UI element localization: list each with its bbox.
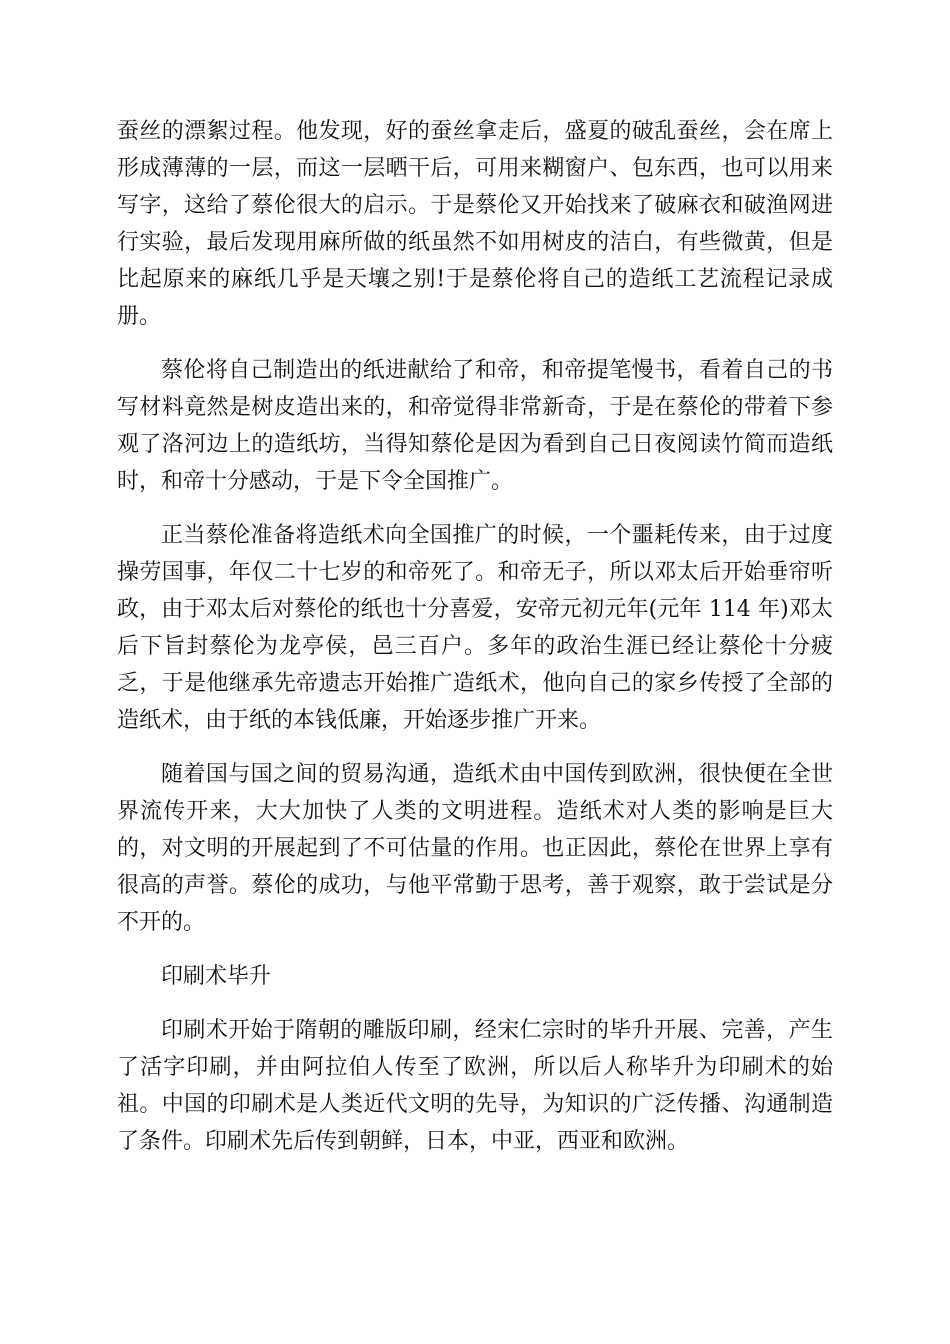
section-heading-printing: 印刷术毕升 [161,964,272,989]
paragraph-spread-to-europe: 随着国与国之间的贸易沟通，造纸术由中国传到欧洲，很快便在全世界流传开来，大大加快了人类的文明进程。造纸术对人类的影响是巨大的，对文明的开展起到了不可估量的作用。也正因此，蔡伦在世界上享有很高的声誉。蔡伦的成功，与他平常勤于思考，善于观察，敢于尝试是分不开的。 [117,762,833,935]
paragraph-emperor-he: 蔡伦将自己制造出的纸进献给了和帝，和帝提笔慢书，看着自己的书写材料竟然是树皮造出来的，和帝觉得非常新奇，于是在蔡伦的带着下参观了洛河边上的造纸坊，当得知蔡伦是因为看到自己日夜阅读竹简而造纸时，和帝十分感动，于是下令全国推广。 [117,358,833,494]
paragraph-cai-lun-experiment: 蚕丝的漂絮过程。他发现，好的蚕丝拿走后，盛夏的破乱蚕丝，会在席上形成薄薄的一层，而这一层晒干后，可用来糊窗户、包东西，也可以用来写字，这给了蔡伦很大的启示。于是蔡伦又开始找来了破麻衣和破渔网进行实验，最后发现用麻所做的纸虽然不如用树皮的洁白，有些微黄，但是比起原来的麻纸几乎是天壤之别!于是蔡伦将自己的造纸工艺流程记录成册。 [117,119,833,329]
paragraph-printing-bi-sheng: 印刷术开始于隋朝的雕版印刷，经宋仁宗时的毕升开展、完善，产生了活字印刷，并由阿拉伯人传至了欧洲，所以后人称毕升为印刷术的始祖。中国的印刷术是人类近代文明的先导，为知识的广泛传播、沟通制造了条件。印刷术先后传到朝鲜，日本，中亚，西亚和欧洲。 [117,1018,833,1154]
document-page [117,113,833,1177]
paragraph-empress-deng: 正当蔡伦准备将造纸术向全国推广的时候，一个噩耗传来，由于过度操劳国事，年仅二十七岁的和帝死了。和帝无子，所以邓太后开始垂帘听政，由于邓太后对蔡伦的纸也十分喜爱，安帝元初元年(元年 114 年)邓太后下旨封蔡伦为龙亭侯，邑三百户。多年的政治生涯已经让蔡伦十分疲乏，于是他继承先帝遗志开始推广造纸术，他向自己的家乡传授了全部的造纸术，由于纸的本钱低廉，开始逐步推广开来。 [117,523,833,733]
